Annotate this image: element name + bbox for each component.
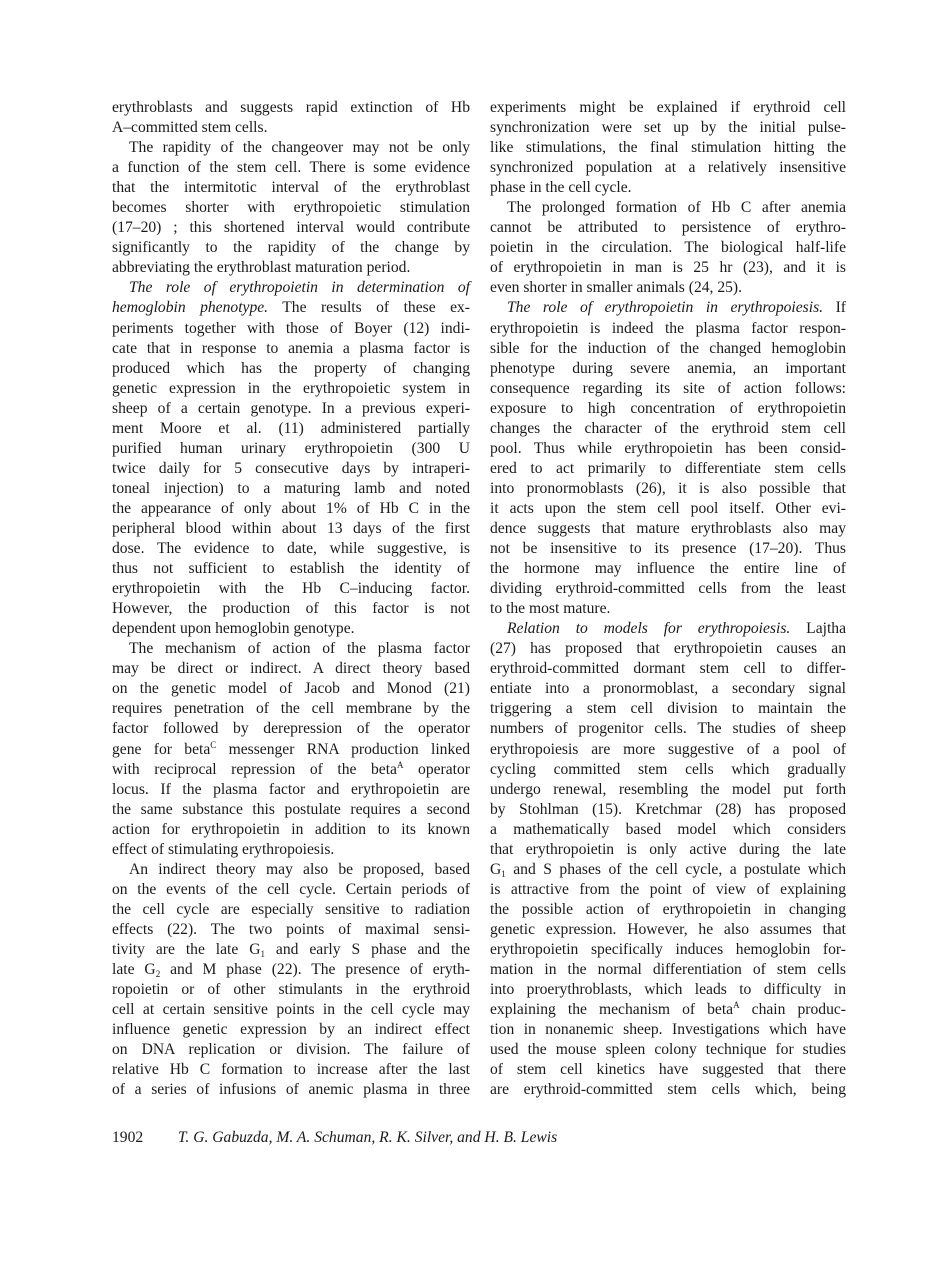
text-fragment: operator [403, 760, 470, 778]
text-line: used the mouse spleen colony technique for studies [490, 1041, 846, 1059]
text-line: undergo renewal, resembling the model put forth [490, 780, 846, 798]
left-column [112, 98, 470, 1100]
text-line: factor followed by derepression of the operator [112, 720, 470, 738]
subscript: 1 [501, 868, 506, 879]
section-heading: Relation to models for erythropoiesis. [507, 620, 791, 638]
text-line [490, 619, 846, 639]
text-fragment: G [490, 860, 502, 878]
text-line: synchronized population at a relatively insensitive [490, 159, 846, 177]
text-line: (17–20) ; this shortened interval would contribute [112, 219, 470, 237]
text-line: peripheral blood within about 13 days of the first [112, 519, 470, 537]
paragraph-models [490, 619, 846, 1100]
text-line: effects (22). The two points of maximal sensi- [112, 920, 470, 938]
text-line: periments together with those of Boyer (12) indi- [112, 319, 470, 337]
text-line: cannot be attributed to persistence of erythro- [490, 219, 846, 237]
text-line: is attractive from the point of view of explaining [490, 880, 846, 898]
text-line: pool. Thus while erythropoietin has been consid- [490, 439, 846, 457]
text-line: entiate into a pronormoblast, a secondary signal [490, 680, 846, 698]
text-line: dence suggests that mature erythroblasts also may [490, 519, 846, 537]
right-column [490, 98, 846, 1100]
text-line: of a series of infusions of anemic plasma in three [112, 1081, 470, 1099]
text-line [112, 740, 470, 760]
text-line: like stimulations, the final stimulation hitting the [490, 139, 846, 157]
superscript: C [210, 739, 217, 750]
text-line: genetic expression in the erythropoietic system in [112, 379, 470, 397]
text-line: of stem cell kinetics have suggested that there [490, 1061, 846, 1079]
text-line [112, 940, 470, 960]
text-line: phase in the cell cycle. [490, 179, 632, 197]
text-line [112, 298, 470, 318]
text-line: cate that in response to anemia a plasma factor is [112, 339, 470, 357]
text-line: relative Hb C formation to increase after the last [112, 1061, 470, 1079]
subscript: 1 [260, 948, 265, 959]
text-line: action for erythropoietin in addition to its known [112, 820, 470, 838]
text-line: changes the character of the erythroid stem cell [490, 419, 846, 437]
paragraph-continuation [112, 98, 470, 138]
text-line: thus not sufficient to establish the identity of [112, 560, 470, 578]
text-line: becomes shorter with erythropoietic stimulation [112, 199, 470, 217]
text-line: triggering a stem cell division to maintain the [490, 700, 846, 718]
text-line: erythropoiesis are more suggestive of a pool of [490, 740, 846, 758]
text-fragment: explaining the mechanism of beta [490, 1001, 734, 1019]
text-line: twice daily for 5 consecutive days by intraperi- [112, 459, 470, 477]
text-line: on the events of the cell cycle. Certain periods of [112, 880, 470, 898]
text-line: the appearance of only about 1% of Hb C in the [112, 499, 470, 517]
text-line: cell at certain sensitive points in the cell cycle may [112, 1001, 470, 1019]
text-line: experiments might be explained if erythroid cell [490, 99, 846, 116]
text-line: that erythropoietin is only active during the late [490, 840, 846, 858]
paragraph-mechanism [112, 639, 470, 860]
text-line: dose. The evidence to date, while suggestive, is [112, 540, 470, 558]
section-heading-cont: hemoglobin phenotype. [112, 299, 269, 317]
text-line [490, 298, 846, 318]
text-fragment: If [823, 299, 846, 317]
text-line: significantly to the rapidity of the change by [112, 239, 470, 257]
text-line: genetic expression. However, he also assumes that [490, 920, 846, 938]
text-line: mation in the normal differentiation of stem cells [490, 961, 846, 979]
text-fragment: and early S phase and the [265, 940, 470, 958]
text-line: erythropoietin is indeed the plasma factor respon- [490, 319, 846, 337]
text-line: that the intermitotic interval of the erythroblast [112, 179, 470, 197]
text-line: a function of the stem cell. There is some evidence [112, 159, 470, 177]
text-line [112, 760, 470, 780]
text-line: to the most mature. [490, 600, 611, 618]
text-fragment: The results of these ex- [268, 299, 470, 317]
text-line: the possible action of erythropoietin in changing [490, 900, 846, 918]
text-line: The mechanism of action of the plasma factor [129, 640, 470, 658]
text-line: numbers of progenitor cells. The studies of sheep [490, 720, 846, 738]
superscript: A [733, 1000, 740, 1011]
text-line [112, 960, 470, 980]
text-line: on DNA replication or division. The failure of [112, 1041, 470, 1059]
text-fragment: chain produc- [739, 1001, 846, 1019]
page-number: 1902 [112, 1129, 144, 1146]
section-heading: The role of erythropoietin in erythropoiesis. [507, 299, 824, 317]
text-line: purified human urinary erythropoietin (300 U [112, 439, 470, 457]
running-authors: T. G. Gabuzda, M. A. Schuman, R. K. Silver, and H. B. Lewis [177, 1129, 558, 1146]
text-line: it acts upon the stem cell pool itself. Other evi- [490, 499, 846, 517]
text-fragment: Lajtha [790, 620, 846, 638]
text-line [490, 1000, 846, 1020]
text-line: the cell cycle are especially sensitive to radiation [112, 900, 470, 918]
text-fragment: and S phases of the cell cycle, a postulate which [505, 860, 846, 878]
text-line: produced which has the property of changing [112, 359, 470, 377]
text-line: dependent upon hemoglobin genotype. [112, 620, 355, 638]
text-line: erythroid-committed dormant stem cell to differ- [490, 660, 846, 678]
text-line: of erythropoietin in man is 25 hr (23), and it is [490, 259, 846, 277]
text-line: ered to act primarily to differentiate stem cells [490, 459, 846, 477]
text-line: phenotype during severe anemia, an important [490, 359, 846, 377]
text-line: effect of stimulating erythropoiesis. [112, 840, 335, 858]
page-footer [112, 1129, 557, 1147]
text-line: An indirect theory may also be proposed, based [129, 860, 470, 878]
text-line: toneal injection) to a maturing lamb and noted [112, 479, 470, 497]
text-line: tion in nonanemic sheep. Investigations which have [490, 1021, 846, 1039]
text-line: erythroblasts and suggests rapid extinction of Hb [112, 99, 470, 116]
text-line: a mathematically based model which considers [490, 820, 846, 838]
section-heading: The role of erythropoietin in determination of [129, 279, 470, 297]
text-line: (27) has proposed that erythropoietin causes an [490, 640, 846, 658]
subscript: 2 [155, 969, 161, 980]
paragraph-synchronization [490, 98, 846, 198]
paragraph-prolonged-formation [490, 198, 846, 298]
text-line: The prolonged formation of Hb C after anemia [507, 199, 846, 217]
text-line: ment Moore et al. (11) administered partially [112, 419, 470, 437]
text-line: erythropoietin with the Hb C–inducing factor. [112, 580, 470, 598]
text-line: The rapidity of the changeover may not be only [129, 139, 470, 157]
text-line: are erythroid-committed stem cells which, being [490, 1081, 846, 1099]
text-fragment: gene for beta [112, 740, 211, 758]
text-line: sible for the induction of the changed hemoglobin [490, 339, 846, 357]
paragraph-role-erythropoiesis [490, 298, 846, 619]
text-line [490, 860, 846, 880]
text-line: not be insensitive to its presence (17–20). Thus [490, 540, 846, 558]
text-fragment: messenger RNA production linked [216, 740, 470, 758]
text-line: even shorter in smaller animals (24, 25). [490, 279, 743, 297]
text-line: A–committed stem cells. [112, 119, 268, 137]
text-line: may be direct or indirect. A direct theory based [112, 660, 470, 678]
text-line: locus. If the plasma factor and erythropoietin are [112, 780, 470, 798]
text-fragment: late G [112, 961, 156, 979]
text-line: abbreviating the erythroblast maturation period. [112, 259, 411, 277]
text-line: into proerythroblasts, which leads to difficulty in [490, 981, 846, 999]
text-line: influence genetic expression by an indirect effect [112, 1021, 470, 1039]
text-line: ropoietin or of other stimulants in the erythroid [112, 981, 470, 999]
paragraph-rapidity [112, 138, 470, 278]
text-line: requires penetration of the cell membrane by the [112, 700, 470, 718]
text-line: cycling committed stem cells which gradually [490, 760, 846, 778]
paragraph-role-determination [112, 278, 470, 639]
text-fragment: with reciprocal repression of the beta [112, 760, 397, 778]
text-fragment: tivity are the late G [112, 940, 261, 958]
text-line: the same substance this postulate requires a second [112, 800, 470, 818]
text-line: erythropoietin specifically induces hemoglobin for- [490, 940, 846, 958]
text-line: exposure to high concentration of erythropoietin [490, 399, 846, 417]
text-line: poietin in the circulation. The biological half-life [490, 239, 846, 257]
superscript: A [396, 759, 404, 770]
text-line: consequence regarding its site of action follows: [490, 379, 846, 397]
text-line: by Stohlman (15). Kretchmar (28) has proposed [490, 800, 846, 818]
text-line: on the genetic model of Jacob and Monod (21) [112, 680, 470, 698]
text-line: the hormone may influence the entire line of [490, 560, 846, 578]
text-line: sheep of a certain genotype. In a previous experi- [112, 399, 470, 417]
text-fragment: and M phase (22). The presence of eryth- [160, 961, 470, 979]
text-line: However, the production of this factor is not [112, 600, 470, 618]
text-line: dividing erythroid-committed cells from the least [490, 580, 846, 598]
text-line: synchronization were set up by the initial pulse- [490, 119, 846, 137]
text-line: into pronormoblasts (26), it is also possible that [490, 479, 846, 497]
paragraph-indirect-theory [112, 860, 470, 1101]
